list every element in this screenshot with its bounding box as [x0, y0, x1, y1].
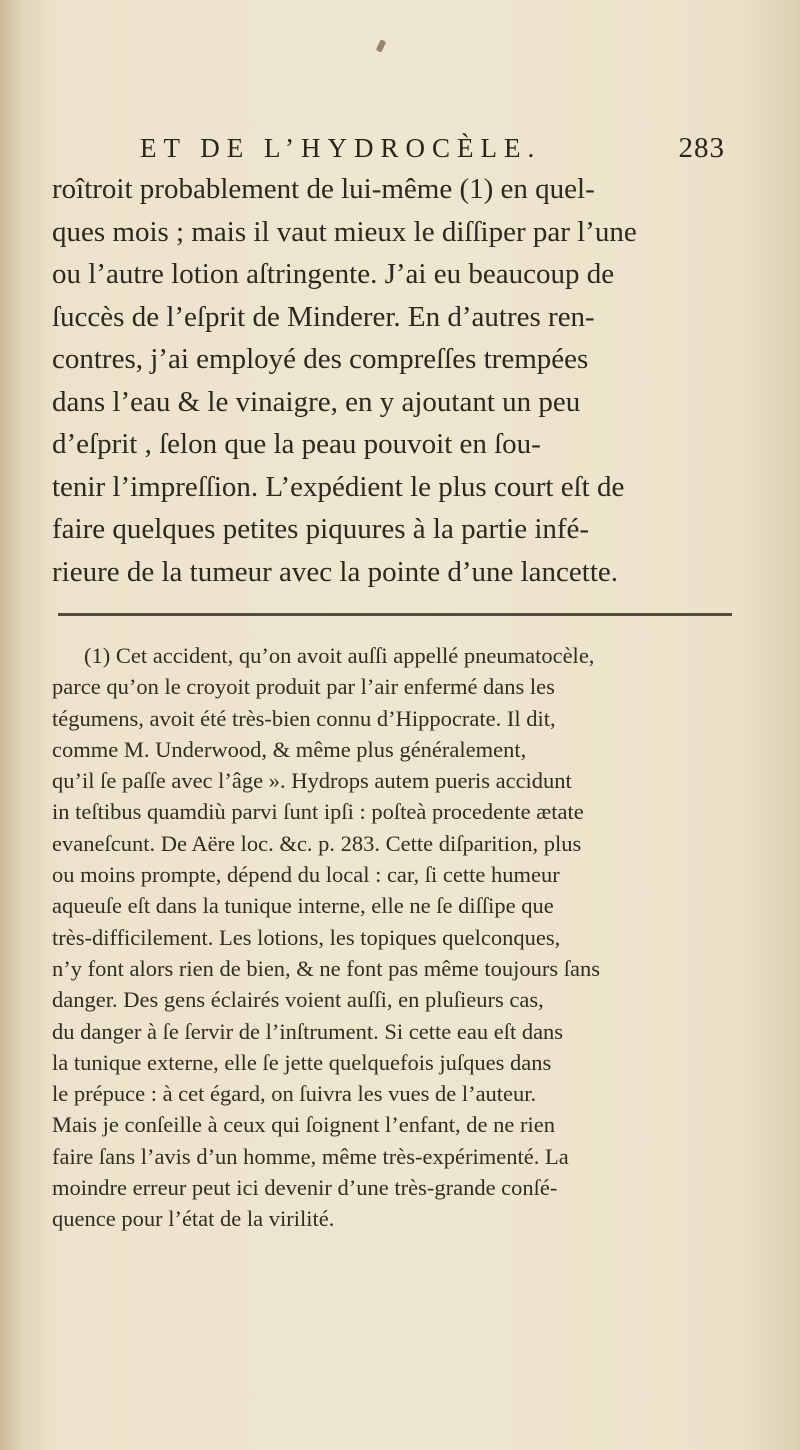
body-line: ou l’autre lotion aſtringente. J’ai eu beaucoup de: [52, 258, 615, 290]
main-text: [52, 168, 730, 593]
footnote-line: du danger à ſe ſervir de l’inſtrument. Si cette eau eſt dans: [52, 1018, 564, 1044]
running-header: [140, 132, 725, 172]
page-number: 283: [678, 132, 725, 164]
footnote-line: la tunique externe, elle ſe jette quelquefois juſques dans: [52, 1049, 552, 1075]
footnote-line: très-difficilement. Les lotions, les topiques quelconques,: [52, 924, 561, 950]
footnote-line: ou moins prompte, dépend du local : car, ſi cette humeur: [52, 862, 560, 888]
footnote-line: quence pour l’état de la virilité.: [52, 1206, 335, 1232]
body-line: rieure de la tumeur avec la pointe d’une lancette.: [52, 555, 619, 588]
body-line: dans l’eau & le vinaigre, en y ajoutant un peu: [52, 385, 581, 418]
footnote-line: evaneſcunt. De Aëre loc. &c. p. 283. Cette diſparition, plus: [52, 830, 582, 856]
footnote-line: parce qu’on le croyoit produit par l’air enfermé dans les: [52, 674, 555, 700]
footnote-line: (1) Cet accident, qu’on avoit auſſi appellé pneumatocèle,: [84, 643, 595, 668]
body-line: ſuccès de l’eſprit de Minderer. En d’autres ren-: [52, 300, 595, 333]
footnote-line: qu’il ſe paſſe avec l’âge ». Hydrops autem pueris accidunt: [52, 768, 572, 794]
footnote-line: n’y font alors rien de bien, & ne font pas même toujours ſans: [52, 955, 600, 981]
footnote: [52, 640, 728, 1235]
footnote-line: faire ſans l’avis d’un homme, même très-expérimenté. La: [52, 1143, 569, 1169]
footnote-line: in teſtibus quamdiù parvi ſunt ipſi : poſteà procedente ætate: [52, 799, 584, 825]
body-line: ques mois ; mais il vaut mieux le diſſiper par l’une: [52, 215, 637, 248]
footnote-line: moindre erreur peut ici devenir d’une très-grande conſé-: [52, 1175, 558, 1201]
footnote-line: danger. Des gens éclairés voient auſſi, en pluſieurs cas,: [52, 987, 544, 1013]
body-line: d’eſprit , ſelon que la peau pouvoit en ſou-: [52, 428, 541, 460]
ink-fleck: [376, 39, 387, 52]
body-line: contres, j’ai employé des compreſſes trempées: [52, 343, 589, 375]
footnote-line: le prépuce : à cet égard, on ſuivra les vues de l’auteur.: [52, 1081, 537, 1107]
footnote-separator: [58, 613, 732, 616]
body-line: tenir l’impreſſion. L’expédient le plus court eſt de: [52, 470, 625, 503]
footnote-line: aqueuſe eſt dans la tunique interne, elle ne ſe diſſipe que: [52, 893, 554, 919]
footnote-line: tégumens, avoit été très-bien connu d’Hippocrate. Il dit,: [52, 705, 556, 731]
running-title: ET DE L’HYDROCÈLE.: [140, 133, 542, 163]
footnote-line: comme M. Underwood, & même plus généralement,: [52, 736, 527, 762]
footnote-line: Mais je conſeille à ceux qui ſoignent l’enfant, de ne rien: [52, 1112, 555, 1138]
body-line: faire quelques petites piquures à la partie infé-: [52, 513, 590, 545]
body-line: roîtroit probablement de lui-même (1) en quel-: [52, 173, 595, 205]
